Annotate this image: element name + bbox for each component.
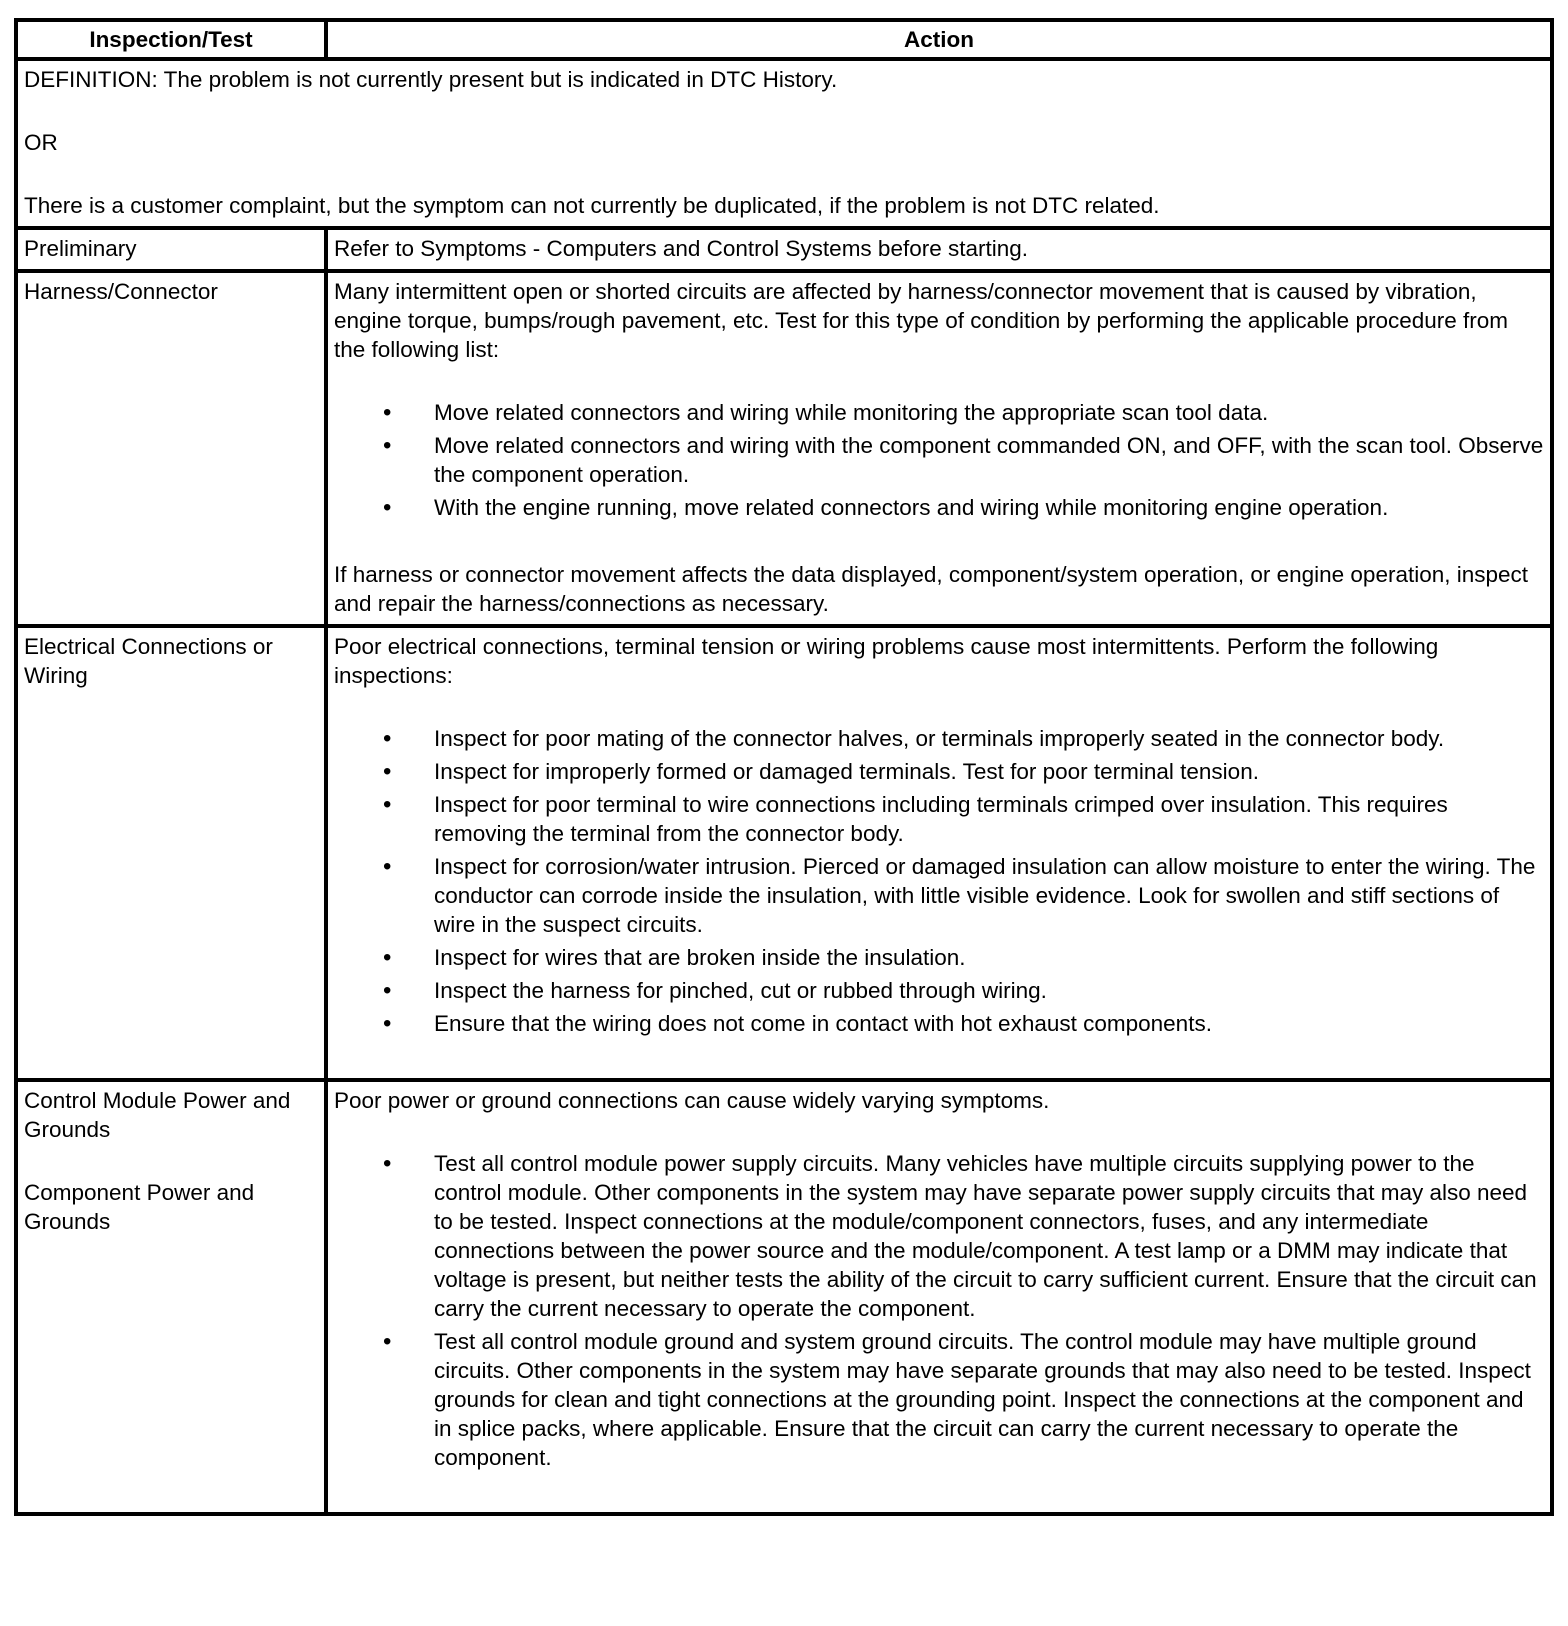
electrical-action	[326, 626, 1552, 1080]
header-inspection-test: Inspection/Test	[16, 20, 326, 59]
power-label-cell	[16, 1080, 326, 1514]
harness-bullet-list	[334, 398, 1544, 522]
spacer	[24, 94, 1544, 128]
definition-or: OR	[24, 130, 58, 155]
list-item: • Inspect for poor mating of the connector halves, or terminals improperly seated in the connector body.	[334, 724, 1544, 753]
preliminary-action: Refer to Symptoms - Computers and Control Systems before starting.	[326, 228, 1552, 271]
definition-row	[16, 59, 1552, 228]
inspection-table	[14, 18, 1554, 1516]
preliminary-row	[16, 228, 1552, 271]
preliminary-label: Preliminary	[16, 228, 326, 271]
spacer	[334, 690, 1544, 724]
header-action: Action	[326, 20, 1552, 59]
list-item: • Ensure that the wiring does not come in contact with hot exhaust components.	[334, 1009, 1544, 1038]
power-action	[326, 1080, 1552, 1514]
list-item: • Inspect the harness for pinched, cut or rubbed through wiring.	[334, 976, 1544, 1005]
power-row	[16, 1080, 1552, 1514]
harness-label: Harness/Connector	[16, 271, 326, 626]
definition-cell	[16, 59, 1552, 228]
spacer	[334, 364, 1544, 398]
spacer	[334, 1476, 1544, 1506]
spacer	[24, 1144, 318, 1178]
list-item: • Inspect for corrosion/water intrusion. Pierced or damaged insulation can allow moisture to enter the wiring. The conductor can corrode inside the insulation, with little visible evidence. Look for swollen and stiff sections of wire in the suspect circuits.	[334, 852, 1544, 939]
list-item: • Test all control module ground and system ground circuits. The control module may have multiple ground circuits. Other components in the system may have separate grounds that may also need to be tested. Inspect grounds for clean and tight connections at the grounding point. Inspect the connections at the component and in splice packs, where applicable. Ensure that the circuit can carry the current necessary to operate the component.	[334, 1327, 1544, 1472]
electrical-bullet-list	[334, 724, 1544, 1038]
electrical-row	[16, 626, 1552, 1080]
list-item: • With the engine running, move related connectors and wiring while monitoring engine operation.	[334, 493, 1544, 522]
harness-action	[326, 271, 1552, 626]
list-item: • Inspect for poor terminal to wire connections including terminals crimped over insulation. This requires removing the terminal from the connector body.	[334, 790, 1544, 848]
list-item: • Move related connectors and wiring with the component commanded ON, and OFF, with the scan tool. Observe the component operation.	[334, 431, 1544, 489]
header-row	[16, 20, 1552, 59]
power-intro: Poor power or ground connections can cause widely varying symptoms.	[334, 1088, 1050, 1113]
power-bullet-list	[334, 1149, 1544, 1472]
list-item: • Inspect for improperly formed or damaged terminals. Test for poor terminal tension.	[334, 757, 1544, 786]
harness-outro: If harness or connector movement affects the data displayed, component/system operation, or engine operation, inspect and repair the harness/connections as necessary.	[334, 562, 1529, 616]
spacer	[334, 1042, 1544, 1072]
harness-intro: Many intermittent open or shorted circuits are affected by harness/connector movement that is caused by vibration, engine torque, bumps/rough pavement, etc. Test for this type of condition by performing the applicable procedure from the following list:	[334, 279, 1509, 362]
harness-row	[16, 271, 1552, 626]
electrical-intro: Poor electrical connections, terminal tension or wiring problems cause most intermittents. Perform the following inspections:	[334, 634, 1439, 688]
list-item: • Inspect for wires that are broken inside the insulation.	[334, 943, 1544, 972]
electrical-label: Electrical Connections or Wiring	[16, 626, 326, 1080]
spacer	[24, 157, 1544, 191]
list-item: • Test all control module power supply circuits. Many vehicles have multiple circuits supplying power to the control module. Other components in the system may have separate power supply circuits that may also need to be tested. Inspect connections at the module/component connectors, fuses, and any intermediate connections between the power source and the module/component. A test lamp or a DMM may indicate that voltage is present, but neither tests the ability of the circuit to carry sufficient current. Ensure that the circuit can carry the current necessary to operate the component.	[334, 1149, 1544, 1323]
definition-complaint: There is a customer complaint, but the symptom can not currently be duplicated, if the problem is not DTC related.	[24, 193, 1160, 218]
spacer	[334, 1115, 1544, 1149]
spacer	[334, 526, 1544, 560]
power-label-component: Component Power and Grounds	[24, 1180, 255, 1234]
list-item: • Move related connectors and wiring while monitoring the appropriate scan tool data.	[334, 398, 1544, 427]
power-label-control-module: Control Module Power and Grounds	[24, 1088, 291, 1142]
definition-text: DEFINITION: The problem is not currently present but is indicated in DTC History.	[24, 67, 838, 92]
